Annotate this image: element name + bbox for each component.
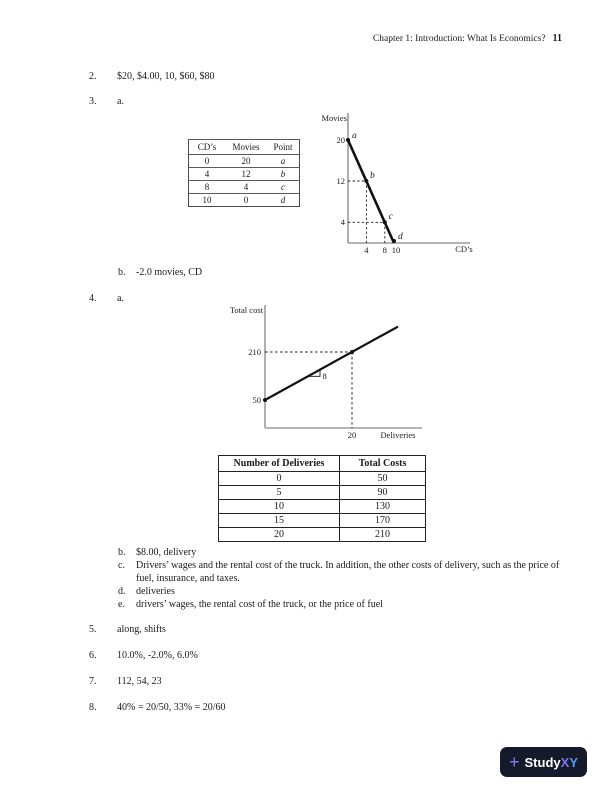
table-row — [219, 472, 426, 486]
table-row — [219, 514, 426, 528]
cell: 130 — [340, 500, 426, 514]
cell: 170 — [340, 514, 426, 528]
table-row — [189, 155, 300, 168]
y-tick-50: 50 — [252, 395, 261, 405]
y-axis-title: Total cost — [229, 305, 263, 315]
x-tick-4: 4 — [364, 245, 369, 255]
cell: 4 — [225, 181, 267, 194]
x-tick-8: 8 — [382, 245, 387, 255]
cell: 20 — [225, 155, 267, 168]
point-d — [392, 239, 396, 243]
budget-line — [348, 140, 394, 243]
answer-4-subanswers — [118, 546, 576, 611]
page-header — [373, 33, 562, 44]
answer-4b-label: b. — [118, 547, 126, 558]
table-row — [189, 194, 300, 207]
movies-cds-chart — [318, 108, 488, 258]
studyxy-logo — [500, 747, 587, 777]
point-label-a: a — [352, 131, 357, 141]
cell: 20 — [219, 528, 340, 542]
answer-8-text: 40% = 20/50, 33% = 20/60 — [117, 702, 226, 713]
answer-2-text: $20, $4.00, 10, $60, $80 — [117, 71, 215, 82]
logo-text-study: Study — [524, 754, 561, 770]
cell: 8 — [189, 181, 226, 194]
point-20-210 — [350, 350, 354, 354]
answer-4a-label: a. — [117, 293, 124, 304]
total-cost-chart-svg — [228, 302, 428, 444]
answer-4-number: 4. — [89, 293, 97, 304]
y-axis-title: Movies — [321, 113, 347, 123]
answer-6-text: 10.0%, -2.0%, 6.0% — [117, 650, 198, 661]
point-b — [364, 179, 368, 183]
answer-3 — [89, 96, 124, 107]
answer-5 — [89, 624, 166, 635]
cell: 90 — [340, 486, 426, 500]
point-label-b: b — [370, 171, 375, 181]
answer-6-number: 6. — [89, 650, 97, 661]
x-tick-20: 20 — [347, 430, 357, 440]
point-c — [383, 220, 387, 224]
answer-4e — [118, 598, 576, 611]
y-tick-4: 4 — [340, 217, 345, 227]
point-label-c: c — [388, 212, 393, 222]
total-cost-chart — [228, 302, 428, 444]
col-header-costs: Total Costs — [340, 456, 426, 472]
answer-5-number: 5. — [89, 624, 97, 635]
answer-4d — [118, 585, 576, 598]
cell: 50 — [340, 472, 426, 486]
point-label-d: d — [398, 232, 403, 242]
answer-3b-label: b. — [118, 267, 126, 278]
table-header-row — [219, 456, 426, 472]
answer-4c-label: c. — [118, 560, 125, 571]
cell: 15 — [219, 514, 340, 528]
answer-4d-label: d. — [118, 586, 126, 597]
cell: 5 — [219, 486, 340, 500]
answer-7-text: 112, 54, 23 — [117, 676, 162, 687]
point-a — [346, 138, 350, 142]
x-tick-10: 10 — [391, 245, 401, 255]
page-number: 11 — [552, 33, 562, 44]
cell: a — [267, 155, 300, 168]
table-row — [219, 500, 426, 514]
answer-7 — [89, 676, 162, 687]
x-axis-title: Deliveries — [380, 430, 416, 440]
cell: 0 — [225, 194, 267, 207]
table-row — [219, 486, 426, 500]
cell: 12 — [225, 168, 267, 181]
answer-8 — [89, 702, 226, 713]
table-row — [219, 528, 426, 542]
cell: 0 — [219, 472, 340, 486]
answer-6 — [89, 650, 198, 661]
answer-4e-label: e. — [118, 599, 125, 610]
table-row — [189, 168, 300, 181]
y-tick-12: 12 — [336, 176, 345, 186]
answer-4b — [118, 546, 576, 559]
slope-label: 8 — [322, 371, 327, 381]
movies-cds-chart-svg — [318, 108, 488, 258]
answer-4d-text: deliveries — [136, 586, 175, 597]
cell: b — [267, 168, 300, 181]
y-tick-20: 20 — [336, 135, 345, 145]
logo-text-x: X — [560, 754, 570, 770]
col-header-movies: Movies — [225, 140, 267, 155]
cell: 210 — [340, 528, 426, 542]
answer-3b — [118, 267, 202, 278]
logo-text-y: Y — [569, 754, 578, 770]
answer-4e-text: drivers’ wages, the rental cost of the truck, or the price of fuel — [136, 599, 383, 610]
answer-3-number: 3. — [89, 96, 97, 107]
intercept-point — [263, 398, 267, 402]
answer-5-text: along, shifts — [117, 624, 166, 635]
deliveries-costs-table — [218, 455, 426, 542]
answer-2 — [89, 71, 215, 82]
cell: c — [267, 181, 300, 194]
cell: 10 — [189, 194, 226, 207]
x-axis-title: CD’s — [455, 244, 473, 254]
answer-4b-text: $8.00, delivery — [136, 547, 197, 558]
table-row — [189, 181, 300, 194]
cds-movies-table — [188, 139, 300, 207]
answer-4c — [118, 559, 576, 585]
y-tick-210: 210 — [248, 347, 261, 357]
col-header-point: Point — [267, 140, 300, 155]
answer-3b-text: -2.0 movies, CD — [136, 267, 203, 278]
cell: 4 — [189, 168, 226, 181]
cell: d — [267, 194, 300, 207]
plus-icon: + — [509, 752, 520, 772]
table-header-row — [189, 140, 300, 155]
answer-4c-text: Drivers’ wages and the rental cost of the truck. In addition, the other costs of delivery, such as the price of fuel, insurance, and taxes. — [136, 560, 560, 584]
total-cost-line — [265, 327, 398, 400]
cell: 10 — [219, 500, 340, 514]
cell: 0 — [189, 155, 226, 168]
answer-8-number: 8. — [89, 702, 97, 713]
col-header-cds: CD’s — [189, 140, 226, 155]
chapter-title: Chapter 1: Introduction: What Is Economics? — [372, 34, 546, 44]
answer-2-number: 2. — [89, 71, 97, 82]
col-header-deliveries: Number of Deliveries — [219, 456, 340, 472]
answer-4 — [89, 293, 124, 304]
answer-3a-label: a. — [117, 96, 124, 107]
answer-7-number: 7. — [89, 676, 97, 687]
